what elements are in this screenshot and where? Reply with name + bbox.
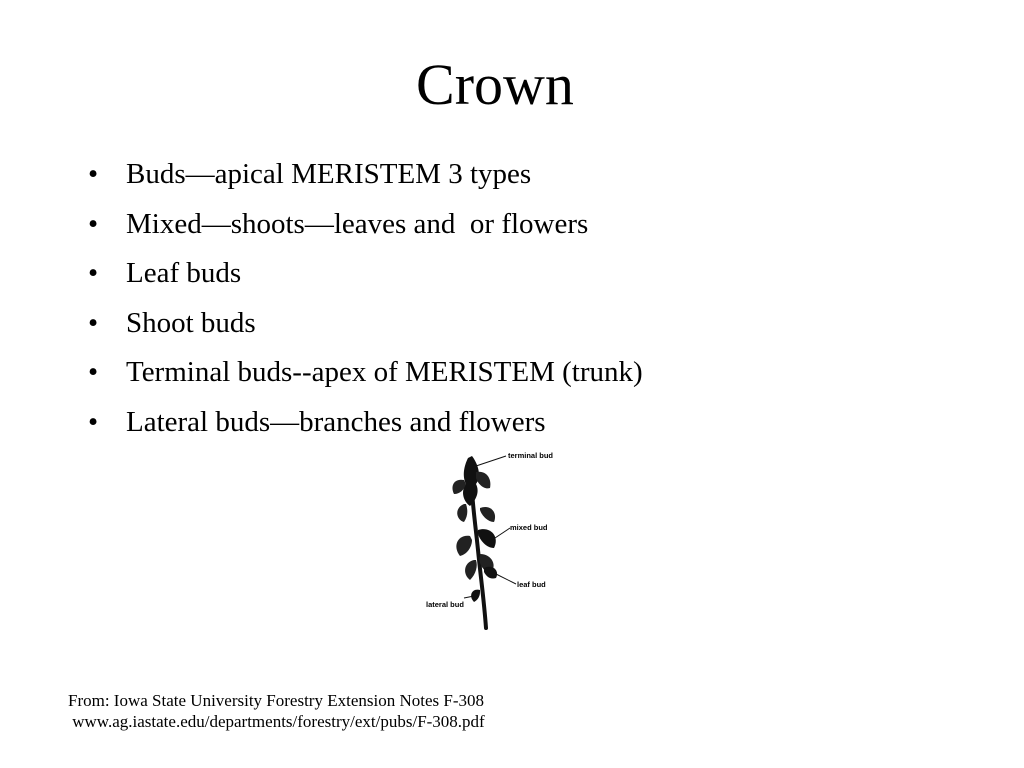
bullet-text: Terminal buds--apex of MERISTEM (trunk): [126, 356, 643, 388]
source-line: From: Iowa State University Forestry Extension Notes F-308: [68, 691, 484, 710]
leaf-bud-pointer: [496, 574, 516, 584]
bullet-dot: •: [88, 158, 99, 190]
bullet-text: Buds—apical MERISTEM 3 types: [126, 158, 532, 190]
source-url: www.ag.iastate.edu/departments/forestry/ext/pubs/F-308.pdf: [68, 712, 485, 731]
bud-diagram-svg: [420, 450, 570, 630]
mixed-bud-label: mixed bud: [510, 523, 548, 532]
leaf-bud-illustration: [484, 567, 497, 579]
bullet-item: [88, 200, 643, 250]
bullet-text: Mixed—shoots—leaves and or flowers: [126, 207, 589, 240]
terminal-bud-pointer: [476, 456, 506, 466]
bullet-item: [88, 150, 643, 200]
source-citation: [68, 690, 485, 732]
bullet-dot: •: [88, 356, 99, 388]
bullet-dot: •: [88, 306, 99, 339]
mixed-bud-pointer: [492, 528, 510, 540]
slide-title: Crown: [416, 52, 574, 117]
bullet-text: Leaf buds: [126, 257, 242, 289]
terminal-bud-illustration: [463, 456, 479, 506]
leaf-bud-label: leaf bud: [517, 580, 546, 589]
leaf-illustration: [457, 504, 467, 522]
bullet-item: [88, 249, 643, 299]
lateral-bud-label: lateral bud: [426, 600, 464, 609]
terminal-bud-label: terminal bud: [508, 451, 554, 460]
bullet-dot: •: [88, 405, 99, 438]
mixed-bud-illustration: [478, 529, 496, 548]
bullet-item: [88, 398, 643, 448]
bullet-item: [88, 299, 643, 349]
bud-diagram: [420, 450, 570, 630]
leaf-illustration: [476, 472, 490, 489]
bullet-dot: •: [88, 207, 99, 240]
bullet-dot: •: [88, 257, 99, 289]
bullet-list: [88, 150, 643, 447]
bullet-text: Shoot buds: [126, 306, 256, 339]
leaf-illustration: [465, 560, 477, 580]
leaf-illustration: [456, 536, 472, 556]
leaf-illustration: [480, 507, 495, 522]
bullet-text: Lateral buds—branches and flowers: [126, 405, 546, 438]
bullet-item: [88, 348, 643, 398]
